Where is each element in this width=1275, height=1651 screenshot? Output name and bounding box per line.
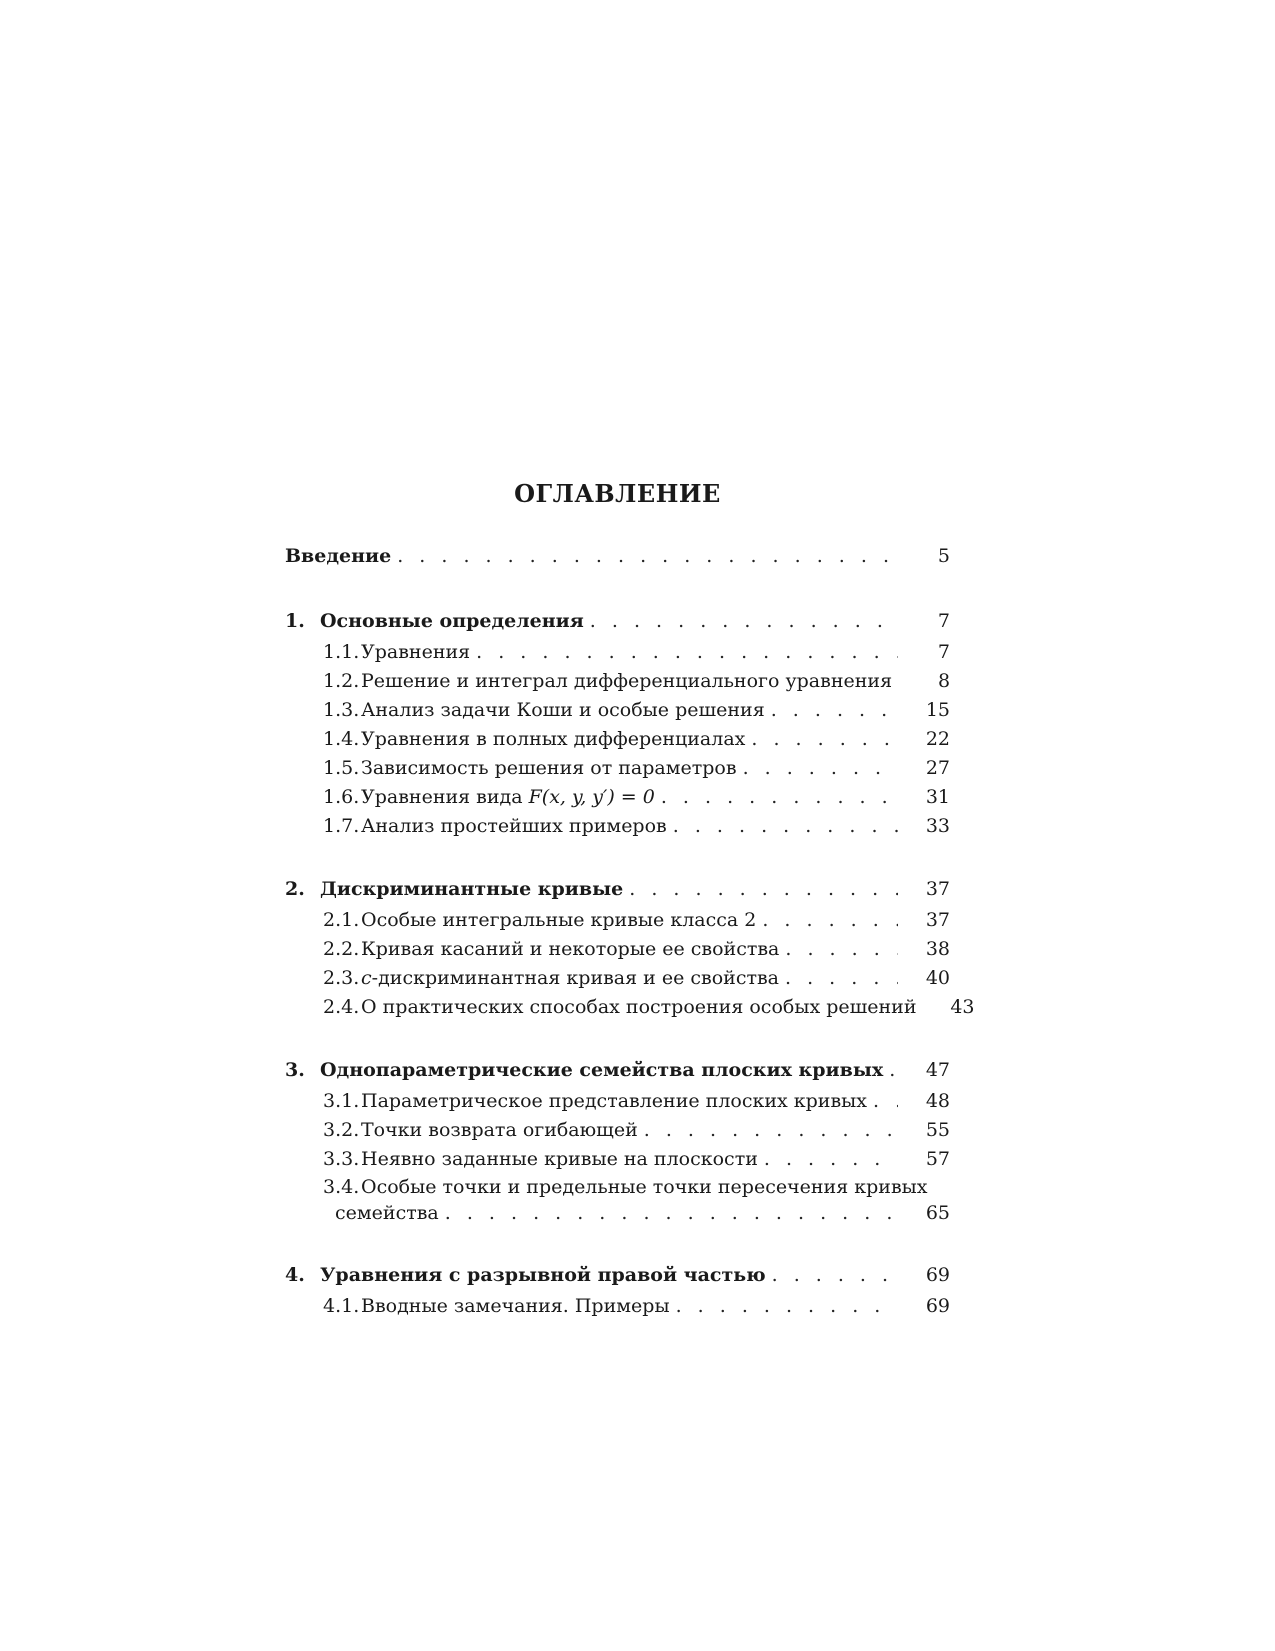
leader-dots	[629, 873, 898, 906]
section-title: Особые точки и предельные точки пересечения кривых	[361, 1176, 928, 1198]
toc-page-number: 37	[925, 878, 950, 900]
section-number: 1.7.	[323, 815, 360, 837]
section-number: 2.1.	[323, 909, 360, 931]
section-title: Параметрическое представление плоских кривых	[361, 1090, 868, 1112]
leader-dots	[476, 638, 898, 667]
section-title: Решение и интеграл дифференциального уравнения	[361, 670, 893, 692]
leader-dots	[743, 754, 898, 783]
section-title-line-1	[323, 1174, 950, 1200]
section-number: 3.3.	[323, 1148, 360, 1170]
toc-section-entry[interactable]	[285, 906, 950, 935]
section-title: Кривая касаний и некоторые ее свойства	[361, 938, 780, 960]
section-number: 4.1.	[323, 1295, 360, 1317]
leader-dots	[661, 783, 898, 812]
section-title	[361, 783, 655, 812]
section-title: Особые интегральные кривые класса 2	[361, 909, 757, 931]
toc-page-number: 22	[925, 728, 950, 750]
toc-section-entry[interactable]	[285, 754, 950, 783]
section-title: Неявно заданные кривые на плоскости	[361, 1148, 758, 1170]
toc-intro	[285, 540, 950, 573]
toc-section-entry[interactable]	[285, 696, 950, 725]
toc-page-number: 7	[937, 641, 950, 663]
toc-chapter-4	[285, 1259, 950, 1321]
toc-page-number: 33	[925, 815, 950, 837]
toc-page-number: 31	[925, 786, 950, 808]
section-title-line-2	[323, 1200, 950, 1227]
section-title-continued: семейства	[335, 1202, 439, 1224]
leader-dots	[873, 1087, 898, 1116]
toc-entry-label: Введение	[285, 545, 392, 567]
section-title: Точки возврата огибающей	[361, 1119, 638, 1141]
leader-dots	[889, 1054, 898, 1087]
section-number: 3.2.	[323, 1119, 360, 1141]
toc-section-entry[interactable]	[285, 964, 950, 993]
leader-dots	[785, 964, 898, 993]
toc-chapter-entry[interactable]	[285, 873, 950, 906]
section-title-text: -дискриминантная кривая и ее свойства	[371, 967, 780, 989]
toc-section-entry[interactable]	[285, 1145, 950, 1174]
toc-section-entry[interactable]	[285, 812, 950, 841]
toc-entry-intro[interactable]	[285, 540, 950, 573]
toc-chapter-2	[285, 873, 975, 1022]
leader-dots	[762, 906, 898, 935]
chapter-title: Основные определения	[320, 610, 584, 632]
section-title: О практических способах построения особых решений	[361, 996, 917, 1018]
chapter-title: Дискриминантные кривые	[320, 878, 624, 900]
toc-page-number: 37	[925, 909, 950, 931]
leader-dots	[590, 605, 898, 638]
section-title: Анализ задачи Коши и особые решения	[361, 699, 765, 721]
chapter-number: 1.	[285, 610, 305, 632]
section-title: Уравнения в полных дифференциалах	[361, 728, 746, 750]
toc-chapter-3	[285, 1054, 950, 1227]
section-number: 2.3.	[323, 967, 360, 989]
toc-page-number: 43	[950, 996, 975, 1018]
toc-chapter-1	[285, 605, 950, 841]
toc-page-number: 7	[937, 610, 950, 632]
chapter-number: 2.	[285, 878, 305, 900]
leader-dots	[751, 725, 898, 754]
toc-page-number: 15	[925, 699, 950, 721]
section-number: 1.2.	[323, 670, 360, 692]
section-number: 1.1.	[323, 641, 360, 663]
toc-chapter-entry[interactable]	[285, 1259, 950, 1292]
toc-section-entry[interactable]	[285, 725, 950, 754]
toc-section-entry[interactable]	[285, 638, 950, 667]
section-number: 2.2.	[323, 938, 360, 960]
leader-dots	[764, 1145, 898, 1174]
section-title: Вводные замечания. Примеры	[361, 1295, 670, 1317]
section-number: 1.3.	[323, 699, 360, 721]
toc-section-entry[interactable]	[285, 993, 975, 1022]
section-number: 1.5.	[323, 757, 360, 779]
toc-page-number: 8	[937, 670, 951, 692]
toc-page-number: 57	[925, 1148, 950, 1170]
section-title-text: Уравнения вида	[361, 786, 529, 808]
toc-section-entry[interactable]	[285, 935, 950, 964]
toc-page-number: 55	[925, 1119, 950, 1141]
math-formula: F(x, y, y′) = 0	[528, 786, 655, 808]
section-number: 3.4.	[323, 1176, 360, 1198]
section-title	[361, 964, 779, 993]
toc-section-entry[interactable]	[285, 667, 950, 696]
leader-dots	[644, 1116, 898, 1145]
section-title: Зависимость решения от параметров	[361, 757, 737, 779]
toc-page-number: 47	[925, 1059, 950, 1081]
toc-page-number: 65	[925, 1202, 950, 1224]
chapter-title: Уравнения с разрывной правой частью	[320, 1264, 766, 1286]
toc-chapter-entry[interactable]	[285, 605, 950, 638]
toc-page-number: 40	[925, 967, 950, 989]
leader-dots	[445, 1200, 898, 1227]
chapter-title: Однопараметрические семейства плоских кривых	[320, 1059, 884, 1081]
section-number: 3.1.	[323, 1090, 360, 1112]
toc-page-number: 5	[937, 545, 950, 567]
toc-section-entry[interactable]	[285, 1116, 950, 1145]
toc-section-entry[interactable]	[285, 783, 950, 812]
leader-dots	[673, 812, 898, 841]
leader-dots	[785, 935, 898, 964]
chapter-number: 4.	[285, 1264, 305, 1286]
leader-dots	[772, 1259, 898, 1292]
toc-section-entry[interactable]	[285, 1292, 950, 1321]
section-number: 1.6.	[323, 786, 360, 808]
toc-section-entry[interactable]	[285, 1087, 950, 1116]
toc-page-number: 69	[925, 1295, 950, 1317]
section-number: 2.4.	[323, 996, 360, 1018]
math-formula: c	[361, 967, 372, 989]
toc-page-number: 38	[925, 938, 950, 960]
section-title: Уравнения	[361, 641, 471, 663]
toc-chapter-entry[interactable]	[285, 1054, 950, 1087]
section-number: 1.4.	[323, 728, 360, 750]
toc-page-number: 27	[925, 757, 950, 779]
toc-section-entry[interactable]	[285, 1174, 950, 1227]
section-title: Анализ простейших примеров	[361, 815, 667, 837]
page-title: ОГЛАВЛЕНИЕ	[514, 479, 721, 508]
table-of-contents	[285, 478, 975, 1353]
chapter-number: 3.	[285, 1059, 305, 1081]
leader-dots	[771, 696, 898, 725]
leader-dots	[676, 1292, 898, 1321]
leader-dots	[397, 540, 898, 573]
toc-page-number: 69	[925, 1264, 950, 1286]
toc-page-number: 48	[925, 1090, 950, 1112]
